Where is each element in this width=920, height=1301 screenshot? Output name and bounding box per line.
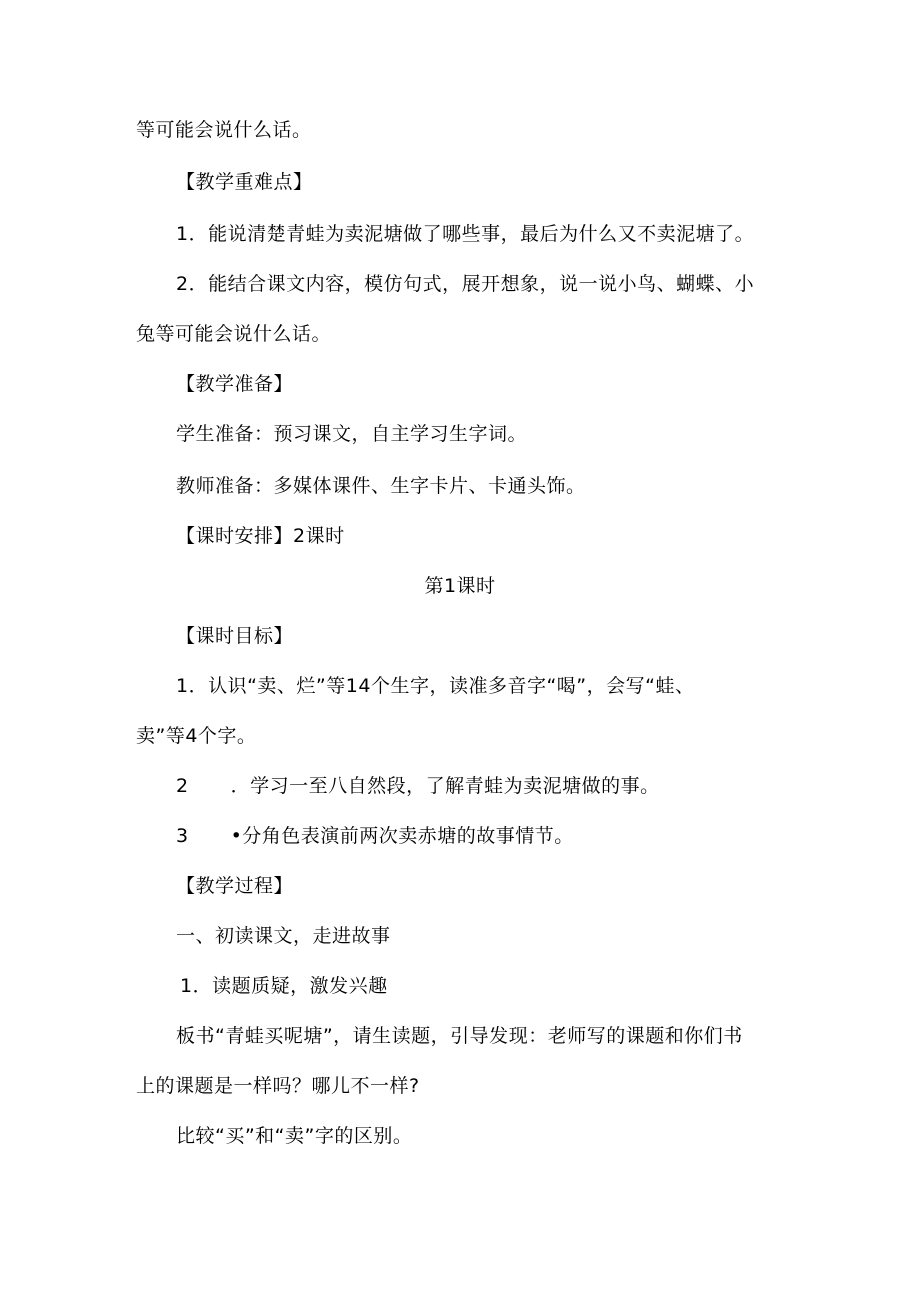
paragraph-line: 上的课题是一样吗？哪儿不一样? (136, 1075, 420, 1097)
paragraph-line: 比较“买”和“卖”字的区别。 (176, 1125, 413, 1147)
list-number: 2 (176, 775, 189, 797)
list-item: 1．读题质疑，激发兴趣 (180, 975, 388, 997)
list-text: •分角色表演前两次卖赤塘的故事情节。 (230, 825, 574, 847)
list-item: 2．能结合课文内容，模仿句式，展开想象，说一说小鸟、蝴蝶、小 (176, 273, 755, 295)
paragraph-line: 教师准备：多媒体课件、生字卡片、卡通头饰。 (176, 475, 586, 497)
list-item: 1．能说清楚青蛙为卖泥塘做了哪些事，最后为什么又不卖泥塘了。 (176, 223, 755, 245)
list-item: 1．认识“卖、烂”等14个生字，读准多音字“喝”，会写“蛙、 (176, 675, 695, 697)
list-number: 3 (176, 825, 189, 847)
section-heading: 【教学准备】 (176, 373, 294, 395)
paragraph-line: 板书“青蛙买呢塘”，请生读题，引导发现：老师写的课题和你们书 (176, 1025, 743, 1047)
paragraph-line: 等可能会说什么话。 (136, 119, 312, 141)
centered-title: 第1课时 (424, 575, 496, 597)
paragraph-line: 一、初读课文，走进故事 (176, 925, 391, 947)
paragraph-line: 卖”等4个字。 (136, 725, 257, 747)
list-item (176, 824, 574, 848)
list-text: ．学习一至八自然段，了解青蛙为卖泥塘做的事。 (230, 775, 660, 797)
section-heading: 【课时目标】 (176, 625, 294, 647)
paragraph-line: 兔等可能会说什么话。 (136, 323, 332, 345)
section-heading: 【教学过程】 (176, 875, 294, 897)
section-heading: 【课时安排】2课时 (176, 525, 345, 547)
section-heading: 【教学重难点】 (176, 171, 313, 193)
list-item (176, 774, 660, 798)
paragraph-line: 学生准备：预习课文，自主学习生字词。 (176, 423, 528, 445)
